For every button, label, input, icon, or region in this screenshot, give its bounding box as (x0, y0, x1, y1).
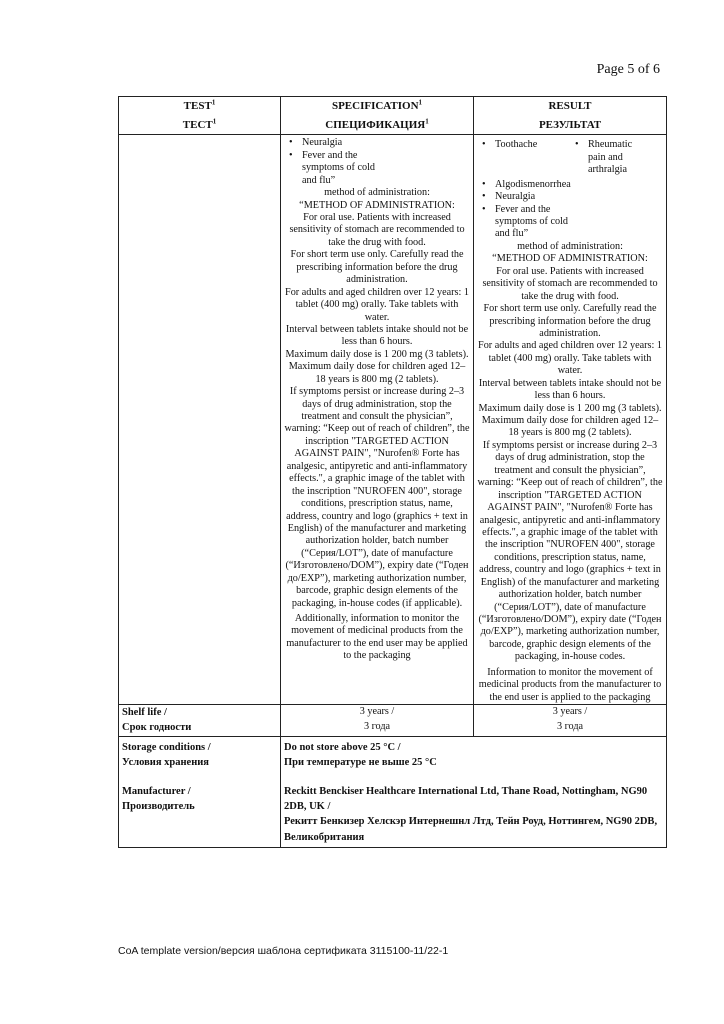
shelf-life-row (119, 705, 667, 736)
header-result: RESULT РЕЗУЛЬТАТ (474, 97, 667, 135)
spec-paragraph: Interval between tablets intake should not be less than 6 hours. (285, 323, 469, 348)
spec-paragraph: For short term use only. Carefully read the prescribing information before the drug administration. (290, 249, 464, 286)
list-item: • Neuralgia (495, 191, 663, 203)
result-paragraph: For adults and aged children over 12 years: 1 tablet (400 mg) orally. Take tablets with water. (478, 340, 662, 377)
labeling-test-cell (119, 135, 281, 705)
result-bullet-list (477, 179, 663, 241)
manufacturer-row (119, 770, 667, 847)
list-item: • Fever and the symptoms of cold and flu” (302, 150, 470, 187)
list-item: • Algodismenorrhea (495, 179, 663, 191)
spec-paragraph: If symptoms persist or increase during 2–3 days of drug administration, stop the treatment and consult the physician”, warning: “Keep out of reach of children”, the inscription "TARGETED ACTION AGAINST PAIN", "Nurofen® Forte has analgesic, antipyretic and anti-inflammatory effects.", a graphic image of the tablet with the inscription "NUROFEN 400", storage conditions, prescription status, name, address, country and logo (graphics + text in English) of the manufacturer and marketing authorization holder, batch number (“Серия/LOT”), date of manufacture (“Изготовлено/DOM”), expiry date (“Годен до/EXP”), marketing authorization number, barcode, graphic design elements of the packaging, in-house codes (if applicable). (284, 386, 470, 609)
storage-label: Storage conditions / Условия хранения (119, 736, 281, 770)
spec-paragraph: For adults and aged children over 12 years: 1 tablet (400 mg) orally. Take tablets with water. (285, 286, 469, 323)
spec-paragraph: Maximum daily dose is 1 200 mg (3 tablets). Maximum daily dose for children aged 12–18 years is 800 mg (2 tablets). (285, 348, 469, 385)
result-paragraph: “METHOD OF ADMINISTRATION: (492, 253, 648, 265)
spec-paragraph: “METHOD OF ADMINISTRATION: (299, 199, 455, 211)
result-paragraph: Interval between tablets intake should not be less than 6 hours. (478, 377, 662, 402)
result-paragraph: For oral use. Patients with increased sensitivity of stomach are recommended to take the drug with food. (482, 265, 658, 302)
result-paragraph: Maximum daily dose is 1 200 mg (3 tablets). Maximum daily dose for children aged 12–18 years is 800 mg (2 tablets). (478, 402, 662, 439)
result-paragraph: Information to monitor the movement of medicinal products from the manufacturer to the end user is applied to the packaging (478, 666, 662, 703)
result-bullet-list-right (570, 139, 663, 176)
specification-cell (281, 135, 474, 705)
spec-paragraph: For oral use. Patients with increased sensitivity of stomach are recommended to take the drug with food. (289, 212, 465, 248)
result-paragraph: For short term use only. Carefully read the prescribing information before the drug administration. (483, 303, 657, 339)
header-specification: SPECIFICATION$^1$ СПЕЦИФИКАЦИЯ$^1$ (281, 97, 474, 135)
shelf-life-result: 3 years / 3 года (474, 705, 667, 736)
list-item: • Fever and the symptoms of cold and flu” (495, 204, 663, 241)
list-item: • Neuralgia (302, 137, 470, 149)
footer-template-version: CoA template version/версия шаблона сертификата 3115100-11/22-1 (118, 945, 449, 957)
header-test: TEST$^1$ ТЕСТ$^1$ (119, 97, 281, 135)
shelf-life-spec: 3 years / 3 года (281, 705, 474, 736)
page-number: Page 5 of 6 (596, 62, 660, 77)
manufacturer-value: Reckitt Benckiser Healthcare International Ltd, Thane Road, Nottingham, NG90 2DB, UK / Рекитт Бенкизер Хелскэр Интернешнл Лтд, Тейн Роуд, Ноттингем, NG90 2DB, Великобритания (281, 770, 667, 847)
labeling-row (119, 135, 667, 705)
coa-table (118, 96, 667, 848)
result-paragraph: If symptoms persist or increase during 2–3 days of drug administration, stop the treatment and consult the physician”, warning: “Keep out of reach of children”, the inscription "TARGETED ACTION AGAINST PAIN", "Nurofen® Forte has analgesic, antipyretic and anti-inflammatory effects.", a graphic image of the tablet with the inscription "NUROFEN 400", storage conditions, prescription status, name, address, country and logo (graphics + text in English) of the manufacturer and marketing authorization holder, batch number (“Серия/LOT”), date of manufacture (“Изготовлено/DOM”), expiry date (“Годен до/EXP”), marketing authorization number, barcode, graphic design elements of the packaging, in-house codes. (477, 439, 663, 663)
list-item: • Rheumatic pain and arthralgia (588, 139, 663, 176)
spec-bullet-list (284, 137, 470, 187)
result-cell (474, 135, 667, 705)
storage-row (119, 736, 667, 770)
list-item: • Toothache (495, 139, 570, 151)
shelf-life-label: Shelf life / Срок годности (119, 705, 281, 736)
spec-paragraph: Additionally, information to monitor the movement of medicinal products from the manufacturer to the end user may be applied to the packaging (286, 613, 468, 662)
result-bullet-list-left (477, 139, 570, 176)
result-paragraph: method of administration: (517, 240, 623, 252)
manufacturer-label: Manufacturer / Производитель (119, 770, 281, 847)
table-header-row (119, 97, 667, 135)
spec-paragraph: method of administration: (324, 187, 430, 199)
storage-value: Do not store above 25 °C / При температуре не выше 25 °C (281, 736, 667, 770)
